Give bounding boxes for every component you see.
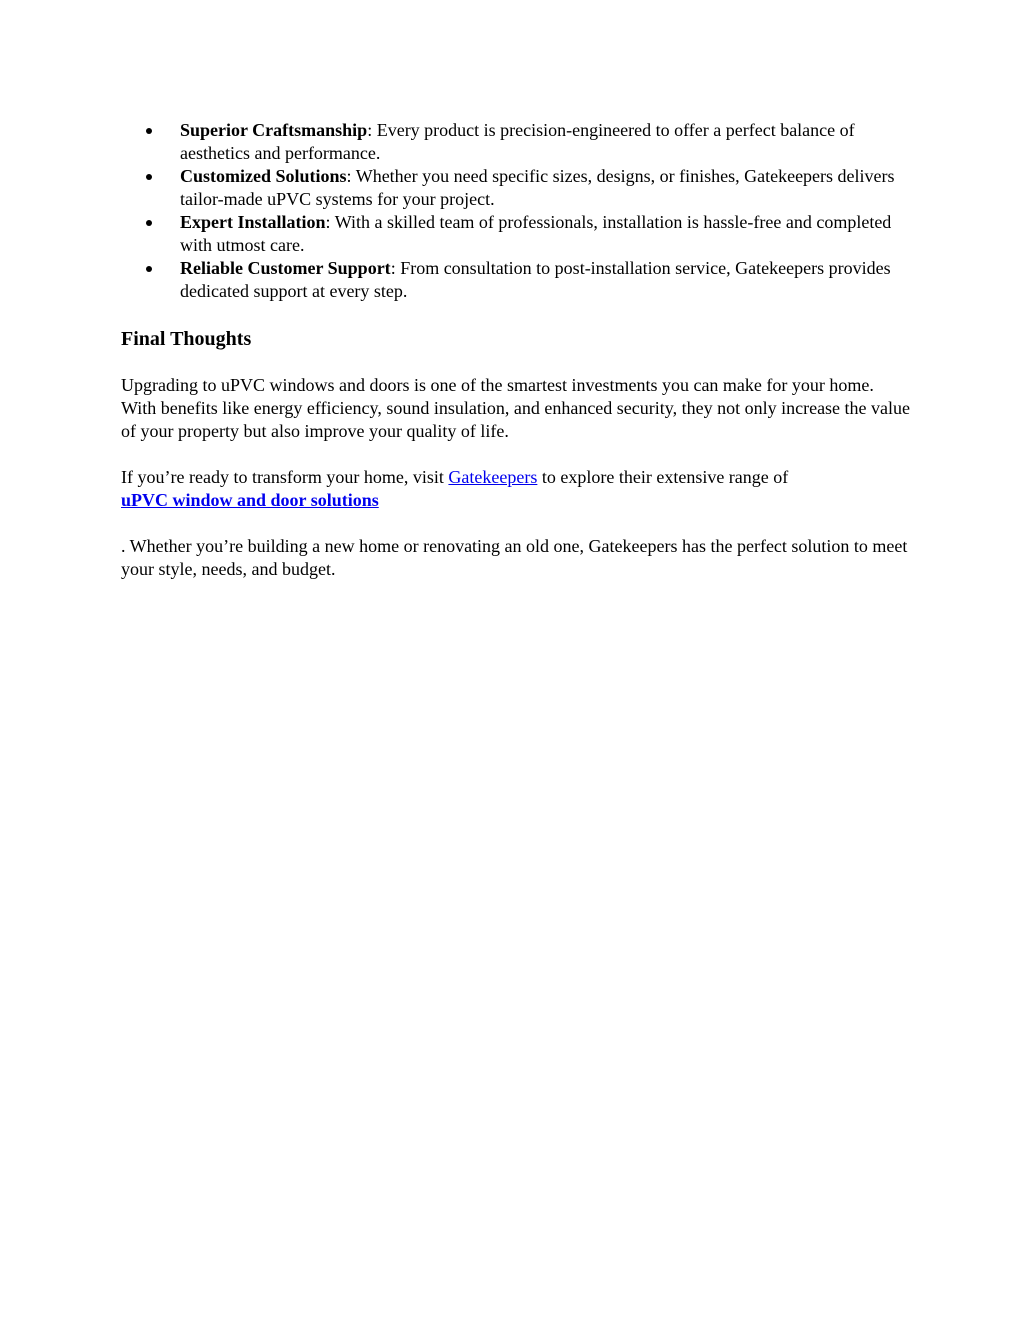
benefit-title: Expert Installation (180, 212, 326, 232)
list-item (121, 211, 911, 257)
benefit-text: : Every product is precision-engineered to offer a perfect balance of aesthetics and performance. (180, 120, 855, 163)
list-item (121, 257, 911, 303)
benefit-text: : From consultation to post-installation service, Gatekeepers provides dedicated support at every step. (180, 258, 891, 301)
upvc-solutions-link[interactable]: uPVC window and door solutions (121, 490, 379, 510)
bullet-icon (146, 174, 152, 180)
gatekeepers-link[interactable]: Gatekeepers (448, 467, 538, 487)
cta-prefix: If you’re ready to transform your home, visit (121, 467, 449, 487)
benefit-title: Superior Craftsmanship (180, 120, 368, 140)
paragraph-cta (121, 466, 911, 512)
benefit-title: Customized Solutions (180, 166, 347, 186)
cta-suffix: to explore their extensive range of (537, 467, 789, 487)
list-item (121, 165, 911, 211)
benefits-list (121, 119, 911, 303)
list-item (121, 119, 911, 165)
document-page (121, 119, 911, 604)
bullet-icon (146, 266, 152, 272)
bullet-icon (146, 128, 152, 134)
paragraph-closing: . Whether you’re building a new home or renovating an old one, Gatekeepers has the perfect solution to meet your style, needs, and budget. (121, 536, 908, 579)
benefit-text: : With a skilled team of professionals, installation is hassle-free and completed with utmost care. (180, 212, 892, 255)
section-heading: Final Thoughts (121, 328, 252, 350)
bullet-icon (146, 220, 152, 226)
benefit-title: Reliable Customer Support (180, 258, 391, 278)
benefit-text: : Whether you need specific sizes, designs, or finishes, Gatekeepers delivers tailor-made uPVC systems for your project. (180, 166, 895, 209)
paragraph-intro: Upgrading to uPVC windows and doors is one of the smartest investments you can make for your home. With benefits like energy efficiency, sound insulation, and enhanced security, they not only increase the value of your property but also improve your quality of life. (121, 375, 911, 441)
